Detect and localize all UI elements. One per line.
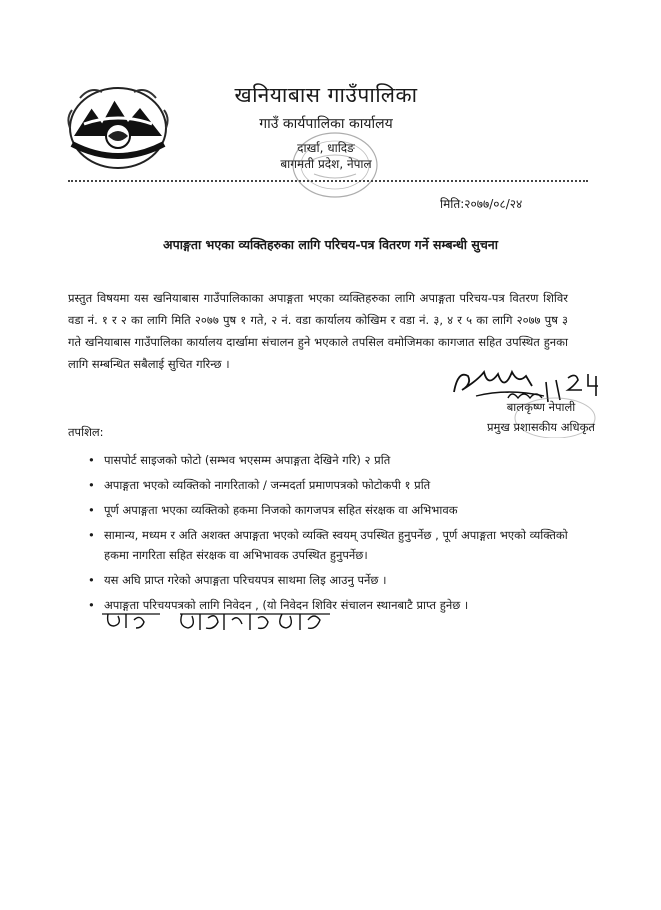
notice-date: मिति:२०७७/०८/२४ xyxy=(440,197,523,211)
nepal-emblem-icon xyxy=(62,78,174,174)
handwritten-note xyxy=(100,606,330,636)
notice-subject: अपाङ्गता भएका व्यक्तिहरुका लागि परिचय-पत्र वितरण गर्ने सम्बन्धी सुचना xyxy=(163,237,498,252)
office-province: बागमती प्रदेश, नेपाल xyxy=(280,157,372,171)
office-stamp xyxy=(290,130,380,200)
office-name: खनियाबास गाउँपालिका xyxy=(234,83,418,107)
bullet-icon: • xyxy=(88,453,95,467)
bullet-icon: • xyxy=(88,598,95,612)
notice-body: प्रस्तुत विषयमा यस खनियाबास गाउँपालिकाका अपाङ्गता भएका व्यक्तिहरुका लागि अपाङ्गता परिचय-पत्र वितरण शिविर वडा नं. १ र २ का लागि मिति २०७७ पुष १ गते, २ नं. वडा कार्यालय कोखिम र वडा नं. ३, ४ र ५ का लागि २०७७ पुष ३ गते खनियाबास गाउँपालिका कार्यालय दार्खामा संचालन हुने भएकाले तपसिल वमोजिमका कागजात सहित उपस्थित हुनका लागि सम्बन्धित सबैलाई सुचित गरिन्छ । xyxy=(68,291,568,371)
office-location: दार्खा, धादिङ xyxy=(297,141,355,155)
list-item: • पूर्ण अपाङ्गता भएका व्यक्तिको हकमा निजको कागजपत्र सहित संरक्षक वा अभिभावक xyxy=(88,500,568,520)
bullet-icon: • xyxy=(88,478,95,492)
bullet-icon: • xyxy=(88,528,95,542)
list-item: • पासपोर्ट साइजको फोटो (सम्भव भएसम्म अपाङ्गता देखिने गरि) २ प्रति xyxy=(88,450,568,470)
tapashil-label: तपशिल: xyxy=(68,425,104,439)
list-item: • अपाङ्गता परिचयपत्रको लागि निवेदन , (यो निवेदन शिविर संचालन स्थानबाटै प्राप्त हुनेछ । xyxy=(88,595,568,615)
header-divider xyxy=(68,180,588,182)
signatory-block xyxy=(476,397,606,437)
requirements-list xyxy=(88,450,568,620)
list-item: • सामान्य, मध्यम र अति अशक्त अपाङ्गता भएको व्यक्ति स्वयम् उपस्थित हुनुपर्नेछ , पूर्ण अपाङ्गता भएको व्यक्तिको हकमा नागरिता सहित संरक्षक वा अभिभावक उपस्थित हुनुपर्नेछ। xyxy=(88,525,568,565)
bullet-icon: • xyxy=(88,573,95,587)
office-subtitle: गाउँ कार्यपालिका कार्यालय xyxy=(259,116,393,132)
signatory-title: प्रमुख प्रशासकीय अधिकृत xyxy=(487,420,595,434)
list-item: • यस अघि प्राप्त गरेको अपाङ्गता परिचयपत्र साथमा लिइ आउनु पर्नेछ । xyxy=(88,570,568,590)
list-item: • अपाङ्गता भएको व्यक्तिको नागरिताको / जन्मदर्ता प्रमाणपत्रको फोटोकपी १ प्रति xyxy=(88,475,568,495)
bullet-icon: • xyxy=(88,503,95,517)
signatory-name: बालकृष्ण नेपाली xyxy=(506,400,576,414)
